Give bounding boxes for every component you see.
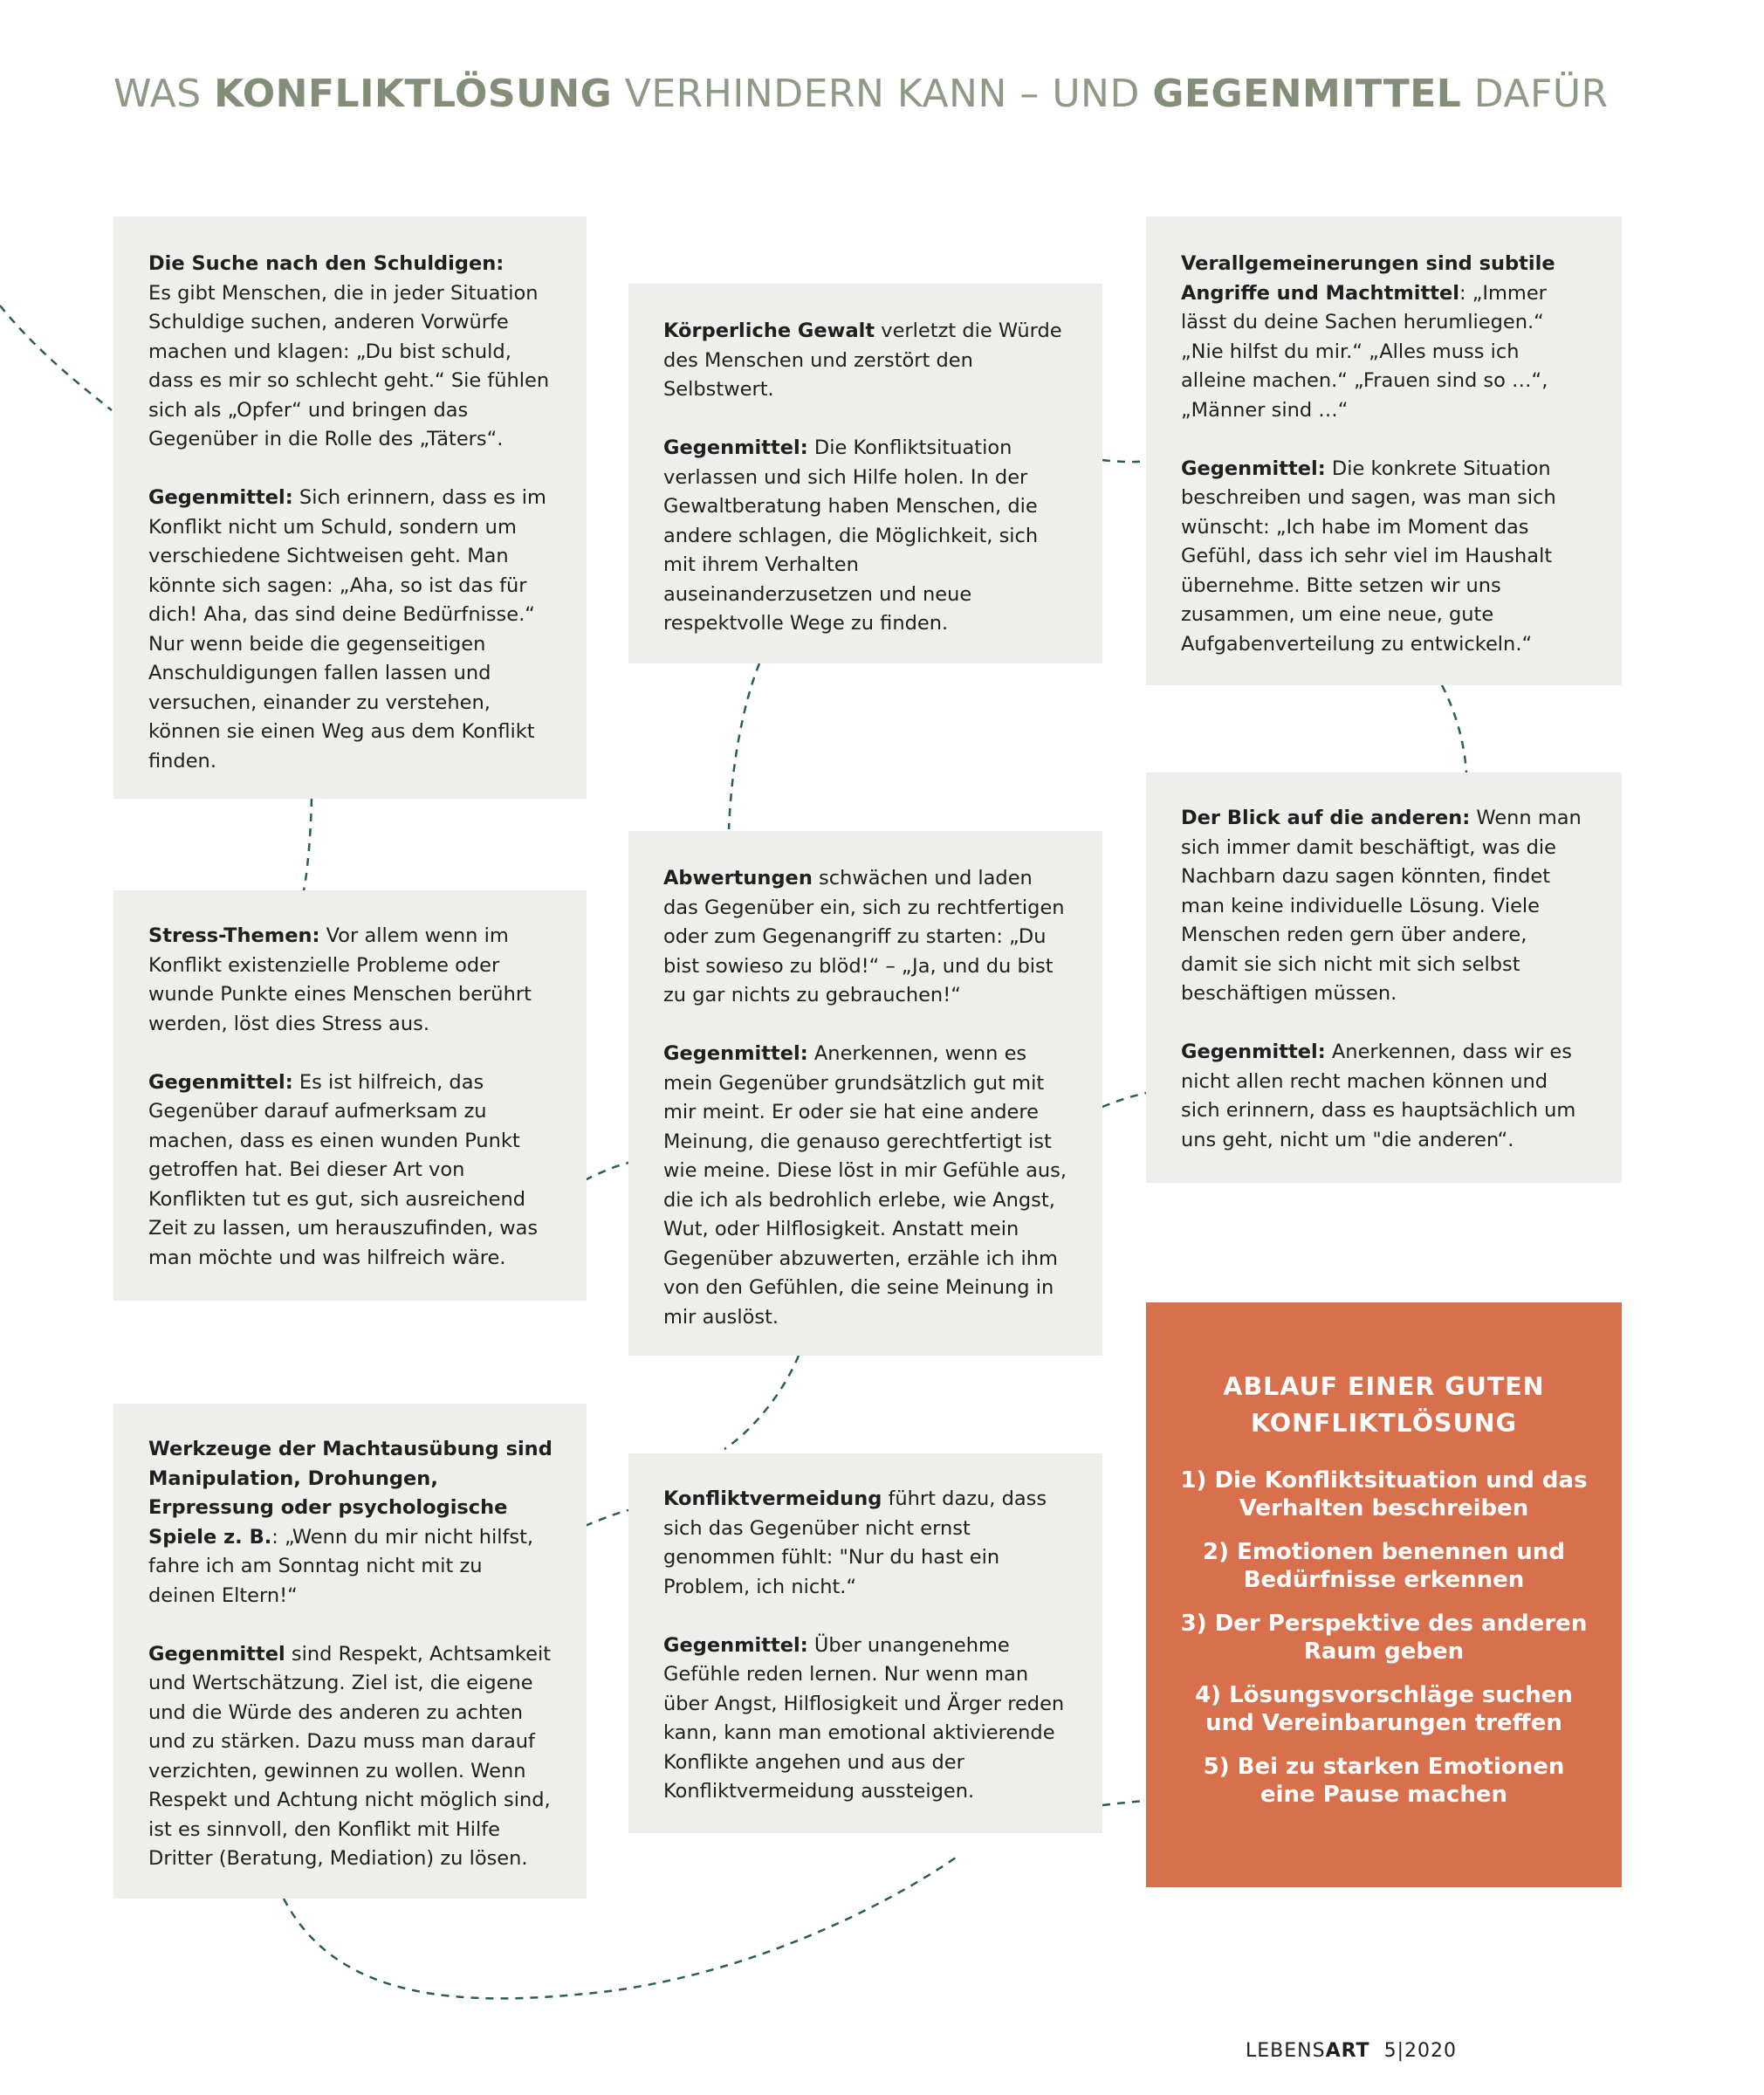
card-stress-intro	[148, 922, 553, 1039]
card-blick-intro	[1181, 804, 1589, 1009]
card-blick-remedy-text: Anerkennen, dass wir es nicht allen recht machen können und sich erinnern, dass es hauptsächlich um uns geht, nicht um "die anderen“.	[1181, 1041, 1576, 1151]
card-abwertungen-remedy	[663, 1040, 1069, 1332]
card-stress	[113, 890, 587, 1301]
card-schuldigen-remedy-text: Sich erinnern, dass es im Konflikt nicht um Schuld, sondern um verschiedene Sichtweisen geht. Man könnte sich sagen: „Aha, so ist das für dich! Aha, das sind deine Bedürfnisse.“ Nur wenn beide die gegenseitigen Anschuldigungen fallen lassen und versuchen, einander zu verstehen, können sie einen Weg aus dem Konflikt finden.	[148, 486, 546, 773]
ablauf-step: 2) Emotionen benennen und Bedürfnisse erkennen	[1203, 1539, 1565, 1593]
ablauf-step: 3) Der Perspektive des anderen Raum geben	[1180, 1611, 1588, 1665]
ablauf-box	[1146, 1302, 1622, 1887]
card-verallgemeinerungen-remedy-label: Gegenmittel:	[1181, 457, 1326, 480]
card-verallgemeinerungen-text: : „Immer lässt du deine Sachen herumliegen.“ „Nie hilfst du mir.“ „Alles muss ich alleine machen.“ „Frauen sind so …“, „Männer sind …“	[1181, 281, 1548, 422]
card-schuldigen-text: Es gibt Menschen, die in jeder Situation Schuldige suchen, anderen Vorwürfe machen und klagen: „Du bist schuld, dass es mir so schlecht geht.“ Sie fühlen sich als „Opfer“ und bringen das Gegenüber in die Rolle des „Täters“.	[148, 281, 550, 450]
card-verallgemeinerungen-remedy	[1181, 455, 1589, 660]
card-schuldigen-intro	[148, 250, 553, 455]
card-verallgemeinerungen-intro	[1181, 250, 1589, 425]
card-schuldigen-remedy	[148, 484, 553, 776]
card-werkzeuge-text: : „Wenn du mir nicht hilfst, fahre ich am Sonntag nicht mit zu deinen Eltern!“	[148, 1525, 534, 1607]
ablauf-heading	[1172, 1369, 1596, 1442]
card-vermeidung-heading: Konfliktvermeidung	[663, 1487, 882, 1510]
connector-gewalt-verallg	[1102, 460, 1146, 462]
card-gewalt-remedy-text: Die Konfliktsituation verlassen und sich Hilfe holen. In der Gewaltberatung haben Menschen, die andere schlagen, die Möglichkeit, sich mit ihrem Verhalten auseinanderzusetzen und neue respektvolle Wege zu finden.	[663, 436, 1039, 635]
card-werkzeuge-intro	[148, 1435, 553, 1611]
card-gewalt-text: verletzt die Würde des Menschen und zerstört den Selbstwert.	[663, 319, 1062, 401]
card-schuldigen	[113, 216, 587, 799]
connector-abwertung-vermeidung	[724, 1356, 799, 1449]
card-blick	[1146, 773, 1622, 1183]
card-werkzeuge-remedy-label: Gegenmittel	[148, 1642, 285, 1666]
ablauf-heading-line-1: ABLAUF EINER GUTEN	[1223, 1372, 1545, 1401]
card-abwertungen	[628, 831, 1102, 1356]
card-verallgemeinerungen-remedy-text: Die konkrete Situation beschreiben und sagen, was man sich wünscht: „Ich habe im Moment das Gefühl, dass ich sehr viel im Haushalt übernehme. Bitte setzen wir uns zusammen, um eine neue, gute Aufgabenverteilung zu entwickeln.“	[1181, 457, 1556, 656]
connector-verallg-blick	[1442, 685, 1466, 773]
card-stress-heading: Stress-Themen:	[148, 924, 320, 947]
card-stress-remedy-label: Gegenmittel:	[148, 1070, 293, 1094]
card-blick-remedy-label: Gegenmittel:	[1181, 1041, 1326, 1063]
footer-brand-bold: ART	[1325, 2040, 1370, 2062]
card-werkzeuge-remedy-text: sind Respekt, Achtsamkeit und Wertschätzung. Ziel ist, die eigene und die Würde des anderen zu achten und zu stärken. Dazu muss man darauf verzichten, gewinnen zu wollen. Wenn Respekt und Achtung nicht möglich sind, ist es sinnvoll, den Konflikt mit Hilfe Dritter (Beratung, Mediation) zu lösen.	[148, 1642, 552, 1870]
ablauf-step: 5) Bei zu starken Emotionen eine Pause machen	[1203, 1754, 1565, 1808]
card-schuldigen-heading: Die Suche nach den Schuldigen:	[148, 252, 504, 275]
card-gewalt-intro	[663, 317, 1069, 405]
card-blick-heading: Der Blick auf die anderen:	[1181, 807, 1471, 829]
connector-blick-abwertung	[1102, 1093, 1146, 1107]
card-vermeidung-remedy	[663, 1631, 1069, 1807]
card-werkzeuge-remedy	[148, 1640, 553, 1874]
card-vermeidung-intro	[663, 1485, 1069, 1602]
footer-issue: 5|2020	[1383, 2040, 1457, 2062]
card-blick-text: Wenn man sich immer damit beschäftigt, was die Nachbarn dazu sagen könnten, findet man keine individuelle Lösung. Viele Menschen reden gern über andere, damit sie sich nicht mit sich selbst beschäftigen müssen.	[1181, 807, 1582, 1005]
ablauf-heading-line-2: KONFLIKTLÖSUNG	[1251, 1409, 1517, 1438]
connector-werkzeuge-vermeidung	[585, 1510, 628, 1526]
connector-vermeidung-ablauf	[1102, 1801, 1146, 1805]
card-vermeidung-remedy-text: Über unangenehme Gefühle reden lernen. Nur wenn man über Angst, Hilflosigkeit und Ärger reden kann, kann man emotional aktivierende Konflikte angehen und aus der Konfliktvermeidung aussteigen.	[663, 1633, 1065, 1803]
connector-schuld-stress	[304, 799, 312, 890]
card-gewalt-remedy-label: Gegenmittel:	[663, 436, 808, 459]
connector-gewalt-abwertung	[729, 663, 759, 829]
card-stress-remedy-text: Es ist hilfreich, das Gegenüber darauf aufmerksam zu machen, dass es einen wunden Punkt getroffen hat. Bei dieser Art von Konflikten tut es gut, sich ausreichend Zeit zu lassen, um herauszufinden, was man möchte und was hilfreich wäre.	[148, 1070, 539, 1269]
card-werkzeuge-heading: Werkzeuge der Machtausübung sind Manipulation, Drohungen, Erpressung oder psychologische Spiele z. B.	[148, 1438, 553, 1549]
title-part-2: VERHINDERN KANN – UND	[612, 72, 1153, 116]
ablauf-step: 1) Die Konfliktsituation und das Verhalten beschreiben	[1180, 1467, 1588, 1521]
card-abwertungen-text: schwächen und laden das Gegenüber ein, sich zu rechtfertigen oder zum Gegenangriff zu starten: „Du bist sowieso zu blöd!“ – „Ja, und du bist zu gar nichts zu gebrauchen!“	[663, 867, 1065, 1006]
card-blick-remedy	[1181, 1038, 1589, 1155]
title-bold-1: KONFLIKTLÖSUNG	[214, 72, 613, 116]
card-werkzeuge	[113, 1404, 587, 1899]
connector-stress-abwertung	[585, 1163, 628, 1180]
card-verallgemeinerungen-heading: Verallgemeinerungen sind subtile Angriffe und Machtmittel	[1181, 252, 1555, 305]
card-vermeidung-text: führt dazu, dass sich das Gegenüber nicht ernst genommen fühlt: "Nur du hast ein Problem, ich nicht.“	[663, 1487, 1047, 1598]
card-stress-text: Vor allem wenn im Konflikt existenzielle Probleme oder wunde Punkte eines Menschen berührt werden, löst dies Stress aus.	[148, 924, 532, 1035]
title-bold-2: GEGENMITTEL	[1152, 72, 1462, 116]
title-part-1: WAS	[113, 72, 215, 116]
card-vermeidung	[628, 1453, 1102, 1833]
card-vermeidung-remedy-label: Gegenmittel:	[663, 1633, 808, 1657]
ablauf-step: 4) Lösungsvorschläge suchen und Vereinbarungen treffen	[1195, 1682, 1573, 1736]
card-abwertungen-remedy-label: Gegenmittel:	[663, 1042, 808, 1065]
card-stress-remedy	[148, 1068, 553, 1274]
card-abwertungen-intro	[663, 864, 1069, 1011]
card-gewalt	[628, 284, 1102, 663]
card-gewalt-heading: Körperliche Gewalt	[663, 319, 875, 342]
card-abwertungen-heading: Abwertungen	[663, 867, 813, 890]
card-gewalt-remedy	[663, 434, 1069, 639]
page-footer	[1246, 2040, 1457, 2062]
card-verallgemeinerungen	[1146, 216, 1622, 685]
card-schuldigen-remedy-label: Gegenmittel:	[148, 486, 293, 509]
connector-edge-left	[0, 306, 112, 410]
title-part-3: DAFÜR	[1461, 72, 1609, 116]
footer-brand-light: LEBENS	[1246, 2040, 1326, 2062]
card-abwertungen-remedy-text: Anerkennen, wenn es mein Gegenüber grundsätzlich gut mit mir meint. Er oder sie hat eine andere Meinung, die genauso gerechtfertigt ist wie meine. Diese löst in mir Gefühle aus, die ich als bedrohlich erlebe, wie Angst, Wut, oder Hilflosigkeit. Anstatt mein Gegenüber abzuwerten, erzähle ich ihm von den Gefühlen, die seine Meinung in mir auslöst.	[663, 1042, 1067, 1329]
